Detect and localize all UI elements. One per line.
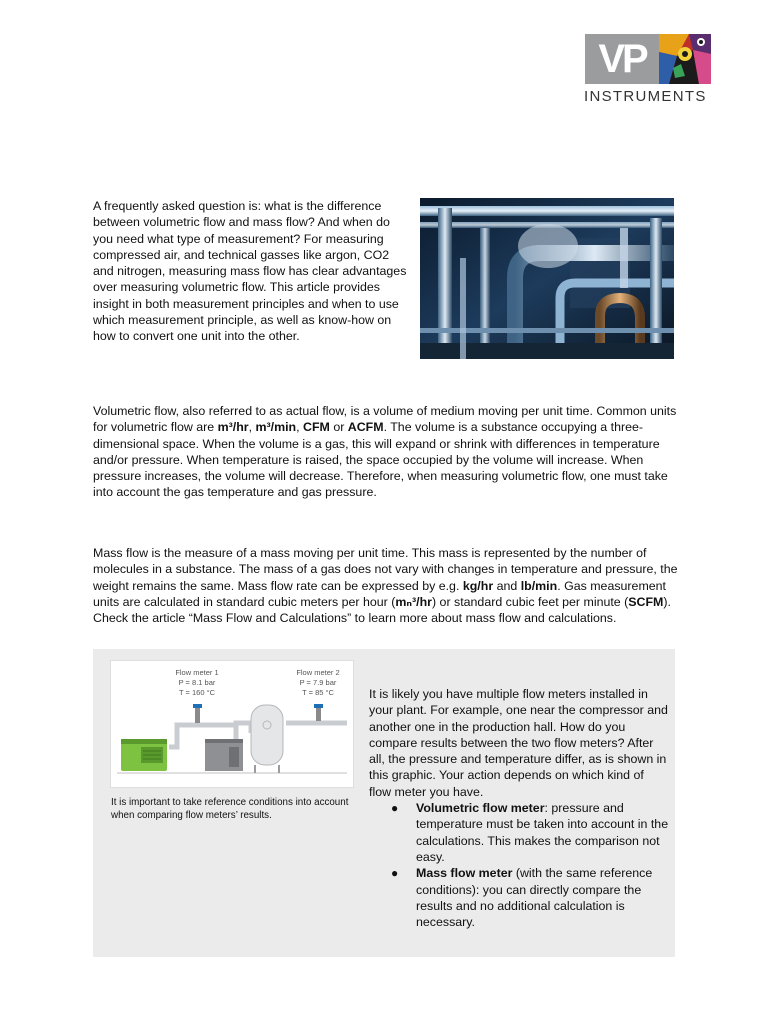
volumetric-sep-3: or: [329, 420, 348, 435]
unit-mn3-hr: mₙ³/hr: [395, 594, 432, 609]
volumetric-text-2: . The volume is a substance occupying a three-dimensional space. When the volume is a gas, this will expand or shrink with differences in temperature and/or pressure. When temperature is raised, the space occupied by the volume will increase. When pressure increases, the volume will decrease. Therefore, when measuring volumetric flow, one must take into account the gas temperature and gas pressure.: [93, 420, 668, 500]
mass-flow-paragraph: [93, 545, 678, 626]
receiver-tank-icon: [251, 705, 283, 765]
mass-text-4: ). Check the article “Mass Flow and Calculations” to learn more about mass flow and calculations.: [93, 594, 671, 626]
list-item: [369, 800, 669, 865]
logo-wordmark: INSTRUMENTS: [584, 88, 707, 105]
bullet-dot-icon: ●: [391, 801, 399, 816]
industrial-pipes-photo: [420, 198, 674, 359]
unit-lb-min: lb/min: [520, 578, 558, 593]
meter1-name: Flow meter 1: [175, 668, 219, 677]
unit-cfm: CFM: [303, 420, 330, 435]
bullet-text: : pressure and temperature must be taken into account in the calculations. This makes the comparison not easy.: [416, 801, 669, 864]
bullet-term: Volumetric flow meter: [416, 801, 545, 816]
mass-text-3: ) or standard cubic feet per minute (: [431, 594, 629, 609]
volumetric-sep-1: ,: [248, 420, 256, 435]
unit-kg-hr: kg/hr: [462, 578, 494, 593]
unit-m3-min: m³/min: [255, 420, 297, 435]
volumetric-sep-2: ,: [296, 420, 304, 435]
meter1-temperature: T = 160 °C: [178, 688, 216, 697]
bullet-term: Mass flow meter: [416, 866, 513, 881]
list-item: [369, 865, 669, 930]
mass-text-1: Mass flow is the measure of a mass moving per unit time. This mass is represented by the number of molecules in a substance. The mass of a gas does not vary with changes in temperature and pressure, the weight remains the same. Mass flow rate can be expressed by e.g.: [93, 546, 678, 593]
volumetric-text-1: Volumetric flow, also referred to as actual flow, is a volume of medium moving per unit time. Common units for volumetric flow are: [93, 404, 677, 435]
unit-m3-hr: m³/hr: [217, 420, 249, 435]
mass-text-2: . Gas measurement units are calculated in standard cubic meters per hour (: [93, 578, 666, 609]
meter-type-list: [369, 800, 669, 930]
comparison-paragraph: It is likely you have multiple flow meters installed in your plant. For example, one near the compressor and another one in the production hall. How do you compare results between the two flow meters? After all, the pressure and temperature differ, as is shown in this graphic. Your action depends on which kind of flow meter you have.: [369, 687, 668, 799]
meter1-pressure: P = 8.1 bar: [178, 678, 216, 687]
bullet-text: (with the same reference conditions): you can directly compare the results and no additional calculation is necessary.: [416, 866, 653, 930]
logo-art-icon: [659, 34, 711, 84]
volumetric-flow-paragraph: [93, 403, 678, 501]
mass-sep-1: and: [493, 578, 521, 593]
meter2-name: Flow meter 2: [296, 668, 340, 677]
comparison-text-block: [369, 686, 669, 930]
logo-vp-text: VP: [585, 34, 659, 84]
meter2-pressure: P = 7.9 bar: [299, 678, 337, 687]
unit-scfm: SCFM: [628, 594, 664, 609]
vp-instruments-logo: [584, 34, 714, 108]
bullet-dot-icon: ●: [391, 866, 399, 881]
unit-acfm: ACFM: [347, 420, 384, 435]
intro-paragraph: A frequently asked question is: what is the difference between volumetric flow and mass flow? And when do you need what type of measurement? For measuring compressed air, and technical gasses like argon, CO2 and nitrogen, measuring mass flow has clear advantages over measuring volumetric flow. This article provides insight in both measurement principles and when to use which measurement principle, as well as know-how on how to convert one unit into the other.: [93, 199, 407, 344]
meter2-temperature: T = 85 °C: [302, 688, 334, 697]
logo-mark: [585, 34, 711, 84]
flow-meter-diagram: [110, 660, 354, 788]
diagram-caption: It is important to take reference conditions into account when comparing flow meters’ results.: [111, 797, 349, 821]
